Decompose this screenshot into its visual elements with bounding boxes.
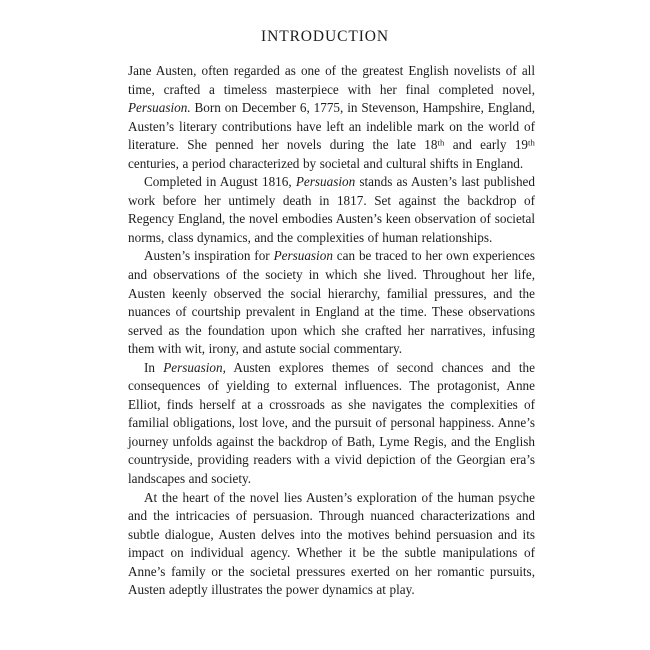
book-title-italic: Persuasion, bbox=[163, 359, 226, 375]
paragraph: At the heart of the novel lies Austen’s exploration of the human psyche and the intricacies of persuasion. Through nuanced characterizations and subtle dialogue, Austen delves into the motives behind persuasion and its impact on individual agency. Whether it be the subtle manipulations of Anne’s family or the societal pressures exerted on her romantic pursuits, Austen adeptly illustrates the power dynamics at play. bbox=[128, 489, 535, 598]
paragraph: Austen’s inspiration for Persuasion can be traced to her own experiences and observations of the society in which she lived. Throughout her life, Austen keenly observed the social hierarchy, familial pressures, and the nuances of courtship prevalent in England at the time. These observations served as the foundation upon which she crafted her narratives, infusing them with wit, irony, and astute social commentary. bbox=[128, 248, 535, 357]
book-title-italic: Persuasion. bbox=[128, 100, 191, 116]
paragraph: Jane Austen, often regarded as one of the greatest English novelists of all time, crafted a timeless masterpiece with her final completed novel, Persuasion. Born on December 6, 1775, in Stevenson, Hampshire, England, Austen’s literary contributions have left an indelible mark on the world of literature. She penned her novels during the late 18th and early 19th centuries, a period characterized by societal and cultural shifts in England. bbox=[128, 63, 535, 171]
book-title-italic: Persuasion bbox=[295, 174, 356, 190]
page-title: INTRODUCTION bbox=[261, 28, 389, 46]
ordinal-superscript: th bbox=[437, 137, 445, 148]
book-title-italic: Persuasion bbox=[273, 248, 333, 264]
paragraph: In Persuasion, Austen explores themes of second chances and the consequences of yielding to external influences. The protagonist, Anne Elliot, finds herself at a crossroads as she navigates the complexities of familial obligations, lost love, and the pursuit of personal happiness. Anne’s journey unfolds against the backdrop of Bath, Lyme Regis, and the English countryside, providing readers with a vivid depiction of the Georgian era’s landscapes and society. bbox=[128, 359, 535, 487]
paragraph: Completed in August 1816, Persuasion stands as Austen’s last published work before her untimely death in 1817. Set against the backdrop of Regency England, the novel embodies Austen’s keen observation of societal norms, class dynamics, and the complexities of human relationships. bbox=[128, 174, 535, 245]
ordinal-superscript: th bbox=[528, 137, 535, 148]
body-text-block bbox=[128, 62, 535, 600]
